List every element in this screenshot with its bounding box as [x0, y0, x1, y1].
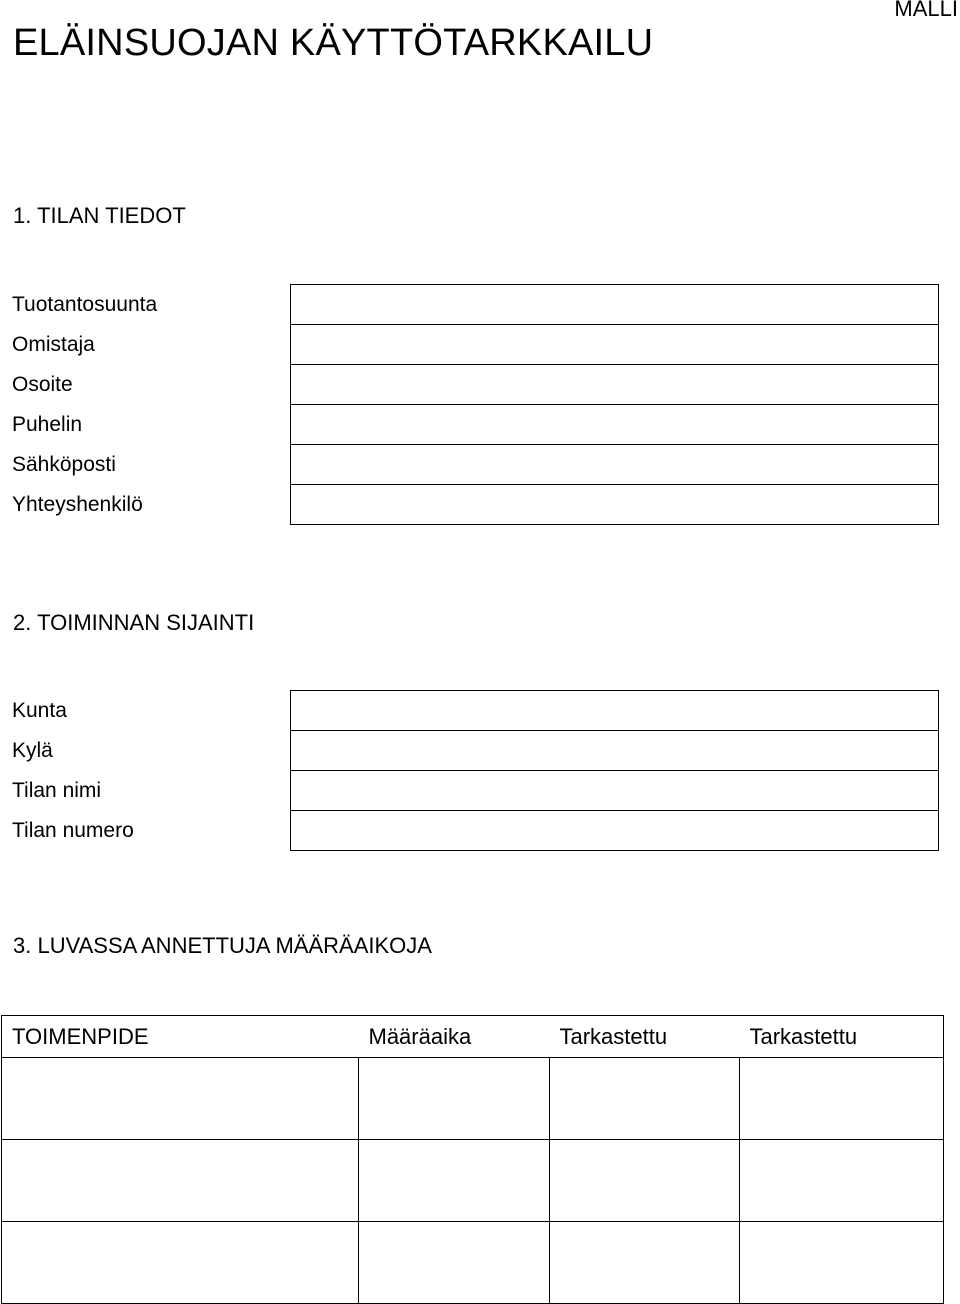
table-cell[interactable]: [550, 1058, 740, 1140]
deadlines-table: [1, 1015, 944, 1304]
table-row: [2, 1140, 944, 1222]
column-header-action: TOIMENPIDE: [2, 1016, 359, 1058]
table-cell[interactable]: [2, 1058, 359, 1140]
table-cell[interactable]: [2, 1140, 359, 1222]
field-value-farm-name[interactable]: [290, 771, 939, 811]
section-heading-farm-info: 1. TILAN TIEDOT: [13, 203, 186, 228]
field-value-owner[interactable]: [290, 325, 939, 365]
table-row: [1, 405, 939, 445]
table-row: [1, 485, 939, 525]
column-header-deadline: Määräaika: [359, 1016, 550, 1058]
table-cell[interactable]: [359, 1222, 550, 1304]
field-value-village[interactable]: [290, 731, 939, 771]
field-value-email[interactable]: [290, 445, 939, 485]
document-type-label: MALLI: [894, 0, 958, 21]
table-row: [2, 1058, 944, 1140]
field-value-farm-number[interactable]: [290, 811, 939, 851]
field-label-village: Kylä: [1, 731, 290, 771]
table-row: [1, 811, 939, 851]
field-label-phone: Puhelin: [1, 405, 290, 445]
table-row: [1, 285, 939, 325]
field-value-address[interactable]: [290, 365, 939, 405]
field-label-municipality: Kunta: [1, 691, 290, 731]
table-row: [1, 731, 939, 771]
field-value-phone[interactable]: [290, 405, 939, 445]
field-value-production[interactable]: [290, 285, 939, 325]
table-row: [1, 365, 939, 405]
table-cell[interactable]: [740, 1140, 944, 1222]
column-header-checked-2: Tarkastettu: [740, 1016, 944, 1058]
section-heading-deadlines: 3. LUVASSA ANNETTUJA MÄÄRÄAIKOJA: [13, 933, 432, 958]
farm-info-table: [1, 284, 939, 525]
field-label-production: Tuotantosuunta: [1, 285, 290, 325]
table-row: [1, 325, 939, 365]
table-row: [1, 691, 939, 731]
table-row: [1, 445, 939, 485]
field-value-contact-person[interactable]: [290, 485, 939, 525]
column-header-checked-1: Tarkastettu: [550, 1016, 740, 1058]
table-row: [1, 771, 939, 811]
field-label-farm-name: Tilan nimi: [1, 771, 290, 811]
table-header-row: [2, 1016, 944, 1058]
field-label-owner: Omistaja: [1, 325, 290, 365]
document-title: ELÄINSUOJAN KÄYTTÖTARKKAILU: [13, 22, 654, 64]
field-label-farm-number: Tilan numero: [1, 811, 290, 851]
section-heading-location: 2. TOIMINNAN SIJAINTI: [13, 610, 255, 635]
field-label-email: Sähköposti: [1, 445, 290, 485]
field-label-contact-person: Yhteyshenkilö: [1, 485, 290, 525]
table-cell[interactable]: [2, 1222, 359, 1304]
table-cell[interactable]: [359, 1058, 550, 1140]
table-cell[interactable]: [740, 1058, 944, 1140]
table-cell[interactable]: [359, 1140, 550, 1222]
table-cell[interactable]: [550, 1140, 740, 1222]
field-label-address: Osoite: [1, 365, 290, 405]
location-table: [1, 690, 939, 851]
table-cell[interactable]: [740, 1222, 944, 1304]
table-cell[interactable]: [550, 1222, 740, 1304]
field-value-municipality[interactable]: [290, 691, 939, 731]
table-row: [2, 1222, 944, 1304]
